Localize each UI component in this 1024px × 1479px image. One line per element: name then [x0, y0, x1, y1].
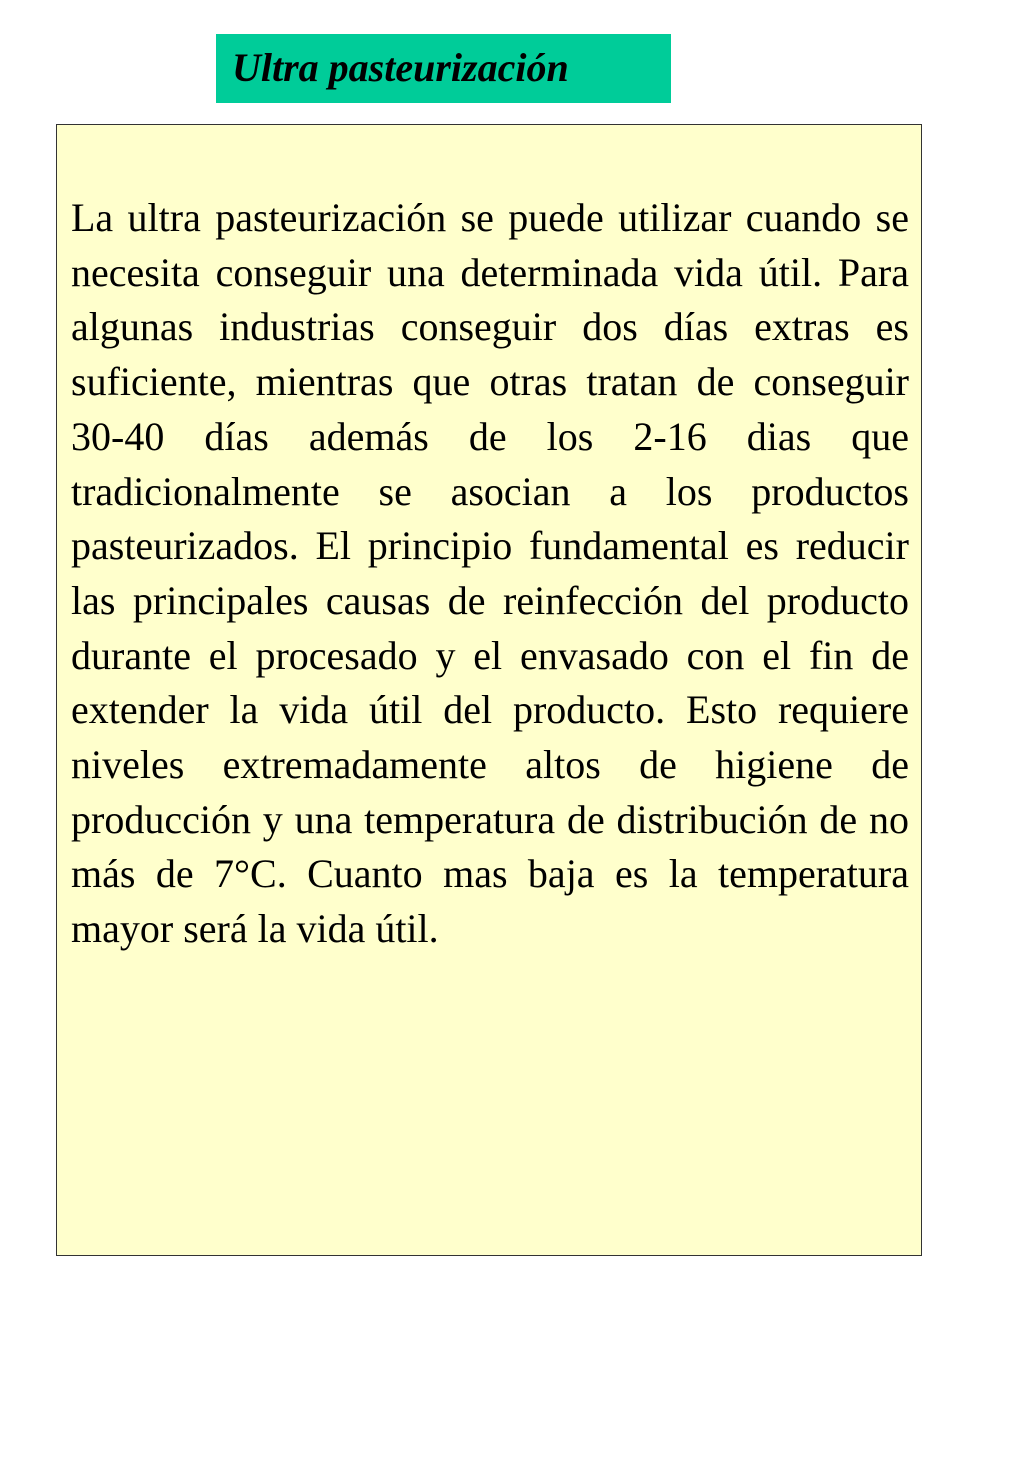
page-title: Ultra pasteurización [232, 45, 569, 90]
title-banner [216, 34, 671, 103]
content-panel [56, 124, 922, 1256]
body-paragraph: La ultra pasteurización se puede utilizar cuando se necesita conseguir una determinada vida útil. Para algunas industrias conseguir dos días extras es suficiente, mientras que otras tratan de conseguir 30-40 días además de los 2-16 dias que tradicionalmente se asocian a los productos pasteurizados. El principio fundamental es reducir las principales causas de reinfección del producto durante el procesado y el envasado con el fin de extender la vida útil del producto. Esto requiere niveles extremadamente altos de higiene de producción y una temperatura de distribución de no más de 7°C. Cuanto mas baja es la temperatura mayor será la vida útil. [71, 195, 909, 952]
